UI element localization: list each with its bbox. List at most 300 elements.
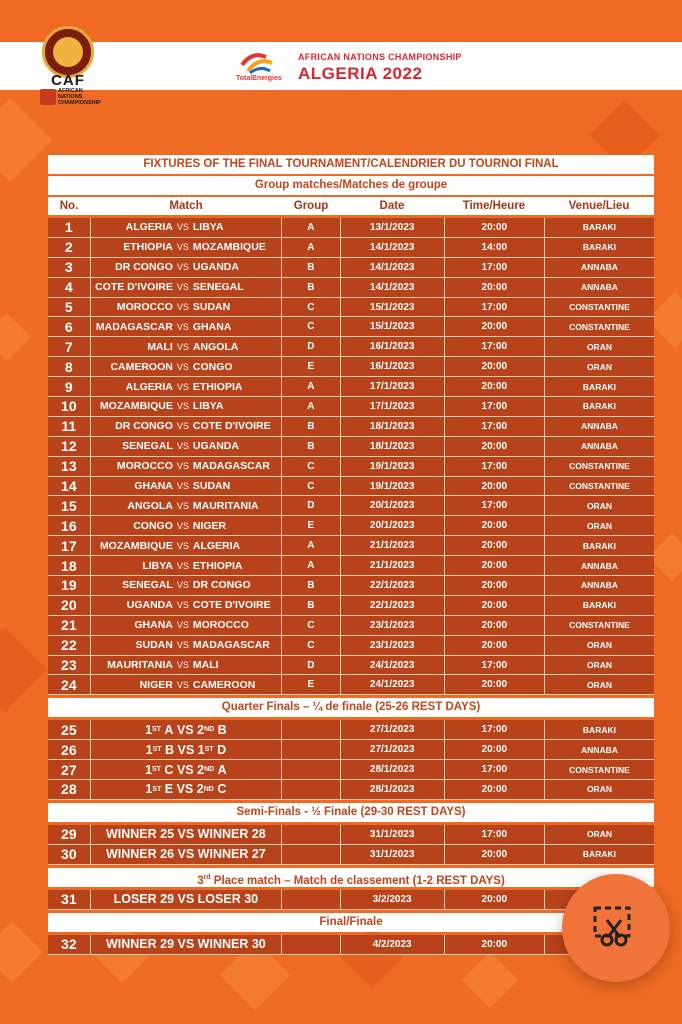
home-team: COTE D'IVOIRE (95, 281, 173, 294)
table-row (48, 516, 654, 536)
match-teams (91, 576, 282, 595)
away-team: LIBYA (192, 221, 224, 234)
vs-label: VS (176, 762, 194, 777)
table-row (48, 457, 654, 477)
rank-b: 2 (193, 782, 204, 797)
match-venue: ANNABA (581, 282, 618, 293)
match-date: 21/1/2023 (341, 556, 445, 575)
rank-b: 2 (193, 762, 205, 777)
match-date: 14/1/2023 (341, 278, 445, 297)
match-number: 16 (48, 516, 91, 535)
match-date: 23/1/2023 (341, 636, 445, 655)
match-number: 32 (48, 935, 91, 954)
away-team: GHANA (192, 320, 232, 333)
match-number: 6 (48, 317, 91, 336)
match-time: 20:00 (445, 890, 545, 909)
table-row (48, 616, 654, 636)
match-number: 18 (48, 556, 91, 575)
match-teams (91, 397, 282, 416)
match-group: C (282, 616, 341, 635)
match-group (282, 935, 341, 954)
bg-shape (0, 313, 31, 361)
vs-label: VS (176, 222, 189, 233)
home-team: SENEGAL (122, 440, 173, 453)
match-group (282, 780, 341, 799)
away-team: MAURITANIA (192, 499, 259, 512)
match-number: 17 (48, 536, 91, 555)
match-date: 19/1/2023 (341, 457, 445, 476)
vs-label: VS (176, 500, 189, 511)
match-date: 22/1/2023 (341, 576, 445, 595)
away-team: COTE D'IVOIRE (192, 420, 271, 433)
home-team: MOROCCO (116, 301, 173, 313)
match-group: D (282, 656, 341, 675)
home-team: GHANA (134, 480, 173, 493)
rank-b-suffix: ND (204, 726, 215, 734)
match-date: 15/1/2023 (341, 317, 445, 336)
match-number: 15 (48, 496, 91, 515)
match-group: A (282, 397, 341, 416)
table-row (48, 720, 654, 740)
match-time: 20:00 (445, 935, 545, 954)
match-venue: BARAKI (582, 849, 616, 860)
match-group: B (282, 596, 341, 615)
vs-label: VS (176, 302, 189, 312)
bg-shape (0, 98, 52, 183)
match-time: 17:00 (445, 417, 545, 436)
away-team: CAMEROON (192, 678, 256, 691)
table-row (48, 298, 654, 318)
vs-label: VS (176, 481, 189, 492)
match-time: 20:00 (445, 357, 545, 376)
match-teams (91, 780, 282, 799)
sponsor-name: TotalEnergies (236, 75, 282, 82)
match-time: 20:00 (445, 556, 545, 575)
group-a: E (161, 782, 177, 797)
match-venue: CONSTANTINE (569, 481, 630, 492)
match-date: 27/1/2023 (341, 720, 445, 739)
match-teams (91, 636, 282, 655)
match-venue: ANNABA (581, 441, 618, 452)
match-time: 20:00 (445, 845, 545, 864)
match-number: 25 (48, 720, 91, 739)
vs-label: VS (176, 640, 189, 651)
match-teams (91, 357, 282, 376)
table-title: FIXTURES OF THE FINAL TOURNAMENT/CALENDRIER DU TOURNOI FINAL (48, 155, 654, 174)
match-number: 21 (48, 616, 91, 635)
match-group (282, 740, 341, 759)
match-venue: ORAN (586, 679, 612, 690)
match-number: 5 (48, 298, 91, 317)
match-number: 30 (48, 845, 91, 864)
vs-label: VS (176, 461, 189, 472)
match-number: 4 (48, 278, 91, 297)
match-group: D (282, 337, 341, 356)
table-row (48, 780, 654, 800)
match-group: A (282, 536, 341, 555)
vs-label: VS (176, 361, 189, 372)
match-teams (91, 278, 282, 297)
match-number: 28 (48, 780, 91, 799)
home-team: MADAGASCAR (95, 320, 173, 333)
match-group (282, 845, 341, 864)
home-team: ETHIOPIA (123, 241, 173, 254)
third-place-rest: Place match – Match de classement (1-2 REST DAYS) (210, 874, 505, 887)
match-venue: BARAKI (582, 242, 616, 253)
group-a: A (160, 722, 177, 737)
match-date: 21/1/2023 (341, 536, 445, 555)
third-place-title (48, 868, 654, 887)
match-group: D (282, 496, 341, 515)
table-row (48, 740, 654, 760)
match-group: A (282, 218, 341, 237)
match-number: 9 (48, 377, 91, 396)
match-number: 20 (48, 596, 91, 615)
column-header-date: Date (379, 200, 405, 212)
vs-label: VS (177, 742, 195, 757)
home-team: CAMEROON (110, 360, 173, 373)
match-venue: BARAKI (582, 540, 616, 551)
table-row (48, 397, 654, 417)
match-teams: WINNER 25 VS WINNER 28 (91, 825, 282, 844)
rank-a: 1 (145, 722, 152, 737)
match-date: 17/1/2023 (341, 377, 445, 396)
match-number: 1 (48, 218, 91, 237)
match-time: 20:00 (445, 596, 545, 615)
away-team: ANGOLA (192, 340, 239, 353)
rank-b-suffix: ST (204, 746, 214, 754)
vs-label: VS (176, 600, 189, 611)
match-group (282, 760, 341, 779)
table-row (48, 477, 654, 497)
vs-label: VS (176, 722, 194, 737)
match-venue: CONSTANTINE (569, 321, 630, 332)
match-time: 17:00 (445, 298, 545, 317)
match-group (282, 720, 341, 739)
match-time: 17:00 (445, 457, 545, 476)
match-date: 27/1/2023 (341, 740, 445, 759)
match-group: C (282, 457, 341, 476)
away-team: MALI (192, 659, 219, 672)
fixtures-table (48, 155, 654, 955)
vs-label: VS (176, 441, 189, 452)
screenshot-crop-button[interactable] (562, 874, 670, 982)
table-row (48, 278, 654, 298)
match-teams (91, 238, 282, 257)
match-venue: CONSTANTINE (569, 461, 630, 472)
match-teams (91, 417, 282, 436)
away-team: NIGER (192, 519, 227, 532)
match-number: 12 (48, 437, 91, 456)
match-venue: BARAKI (582, 600, 616, 611)
third-place-rows (48, 890, 654, 910)
group-b: A (214, 762, 227, 777)
vs-label: VS (176, 421, 189, 432)
match-time: 20:00 (445, 317, 545, 336)
match-group: E (282, 516, 341, 535)
table-row (48, 596, 654, 616)
rank-b-suffix: ND (204, 766, 215, 774)
vs-label: VS (176, 540, 189, 551)
match-date: 16/1/2023 (341, 337, 445, 356)
group-a: B (161, 742, 178, 757)
vs-label: VS (176, 321, 189, 332)
caf-logo (36, 26, 100, 108)
match-date: 20/1/2023 (341, 496, 445, 515)
table-row (48, 317, 654, 337)
match-number: 19 (48, 576, 91, 595)
rank-a-suffix: ST (152, 746, 162, 754)
away-team: SUDAN (192, 301, 231, 313)
match-teams (91, 675, 282, 694)
match-date: 15/1/2023 (341, 298, 445, 317)
match-venue: ANNABA (581, 262, 618, 273)
match-time: 20:00 (445, 780, 545, 799)
match-number: 11 (48, 417, 91, 436)
table-row (48, 656, 654, 676)
rank-a: 1 (145, 742, 153, 757)
match-venue: CONSTANTINE (569, 764, 630, 775)
match-teams (91, 740, 282, 759)
column-header-time: Time/Heure (462, 200, 526, 212)
table-row (48, 636, 654, 656)
group-match-rows (48, 218, 654, 695)
match-teams: LOSER 29 VS LOSER 30 (91, 890, 282, 909)
edition-title: ALGERIA 2022 (298, 64, 423, 83)
group-a: C (160, 762, 177, 777)
bg-shape (0, 921, 43, 983)
vs-label: VS (176, 401, 189, 412)
match-venue: BARAKI (582, 724, 616, 735)
away-team: LIBYA (192, 400, 224, 413)
rank-b: 2 (193, 722, 205, 737)
match-teams (91, 496, 282, 515)
vs-label: VS (176, 242, 189, 253)
table-row (48, 437, 654, 457)
match-teams (91, 377, 282, 396)
match-time: 20:00 (445, 616, 545, 635)
match-teams (91, 457, 282, 476)
rank-a-suffix: ST (152, 766, 161, 774)
semi-finals-title: Semi-Finals - ½ Finale (29-30 REST DAYS) (48, 803, 654, 822)
table-row (48, 576, 654, 596)
away-team: CONGO (192, 360, 233, 373)
table-row (48, 556, 654, 576)
away-team: MOROCCO (192, 619, 249, 632)
match-number: 29 (48, 825, 91, 844)
match-group: A (282, 377, 341, 396)
match-date: 28/1/2023 (341, 780, 445, 799)
match-venue: ORAN (586, 829, 612, 840)
match-number: 3 (48, 258, 91, 277)
match-date: 19/1/2023 (341, 477, 445, 496)
match-date: 22/1/2023 (341, 596, 445, 615)
table-row (48, 377, 654, 397)
table-row (48, 218, 654, 238)
match-teams (91, 337, 282, 356)
column-headers (48, 197, 654, 215)
match-number: 7 (48, 337, 91, 356)
home-team: MOROCCO (116, 460, 173, 473)
home-team: ANGOLA (127, 499, 173, 512)
match-time: 17:00 (445, 337, 545, 356)
match-time: 20:00 (445, 477, 545, 496)
match-venue: BARAKI (582, 401, 616, 412)
match-group: A (282, 556, 341, 575)
away-team: MADAGASCAR (192, 639, 270, 652)
match-venue: ANNABA (581, 744, 618, 755)
vs-label: VS (176, 262, 189, 273)
home-team: SENEGAL (122, 579, 173, 592)
match-date: 23/1/2023 (341, 616, 445, 635)
match-time: 20:00 (445, 740, 545, 759)
home-team: DR CONGO (115, 261, 173, 274)
group-b: D (213, 742, 227, 757)
match-time: 20:00 (445, 516, 545, 535)
match-teams (91, 516, 282, 535)
group-b: B (214, 722, 227, 737)
away-team: MADAGASCAR (192, 460, 270, 473)
match-venue: ORAN (586, 784, 612, 795)
match-number: 24 (48, 675, 91, 694)
bg-shape (462, 952, 519, 1009)
match-group: B (282, 417, 341, 436)
home-team: LIBYA (142, 559, 173, 572)
vs-label: VS (176, 660, 189, 671)
match-group: C (282, 636, 341, 655)
match-teams (91, 536, 282, 555)
match-time: 20:00 (445, 278, 545, 297)
vs-label: VS (176, 679, 189, 690)
away-team: ETHIOPIA (192, 559, 243, 572)
match-teams (91, 258, 282, 277)
match-group: C (282, 298, 341, 317)
match-teams (91, 556, 282, 575)
match-time: 17:00 (445, 496, 545, 515)
match-number: 14 (48, 477, 91, 496)
match-group: B (282, 437, 341, 456)
table-row (48, 890, 654, 910)
match-venue: ANNABA (581, 421, 618, 432)
match-date: 31/1/2023 (341, 845, 445, 864)
match-time: 17:00 (445, 397, 545, 416)
match-teams (91, 656, 282, 675)
match-group: B (282, 258, 341, 277)
table-row (48, 238, 654, 258)
home-team: ALGERIA (125, 221, 173, 234)
semi-final-rows (48, 825, 654, 865)
home-team: MAURITANIA (107, 659, 173, 672)
match-date: 13/1/2023 (341, 218, 445, 237)
match-group: C (282, 477, 341, 496)
match-date: 17/1/2023 (341, 397, 445, 416)
match-venue: ORAN (586, 660, 612, 671)
home-team: UGANDA (126, 599, 173, 612)
home-team: MOZAMBIQUE (99, 539, 173, 552)
vs-label: VS (176, 381, 189, 392)
match-date: 24/1/2023 (341, 656, 445, 675)
column-header-venue: Venue/Lieu (568, 200, 630, 212)
table-row (48, 760, 654, 780)
match-number: 23 (48, 656, 91, 675)
match-teams (91, 616, 282, 635)
away-team: UGANDA (192, 261, 239, 274)
screenshot-crop-icon (591, 902, 641, 952)
match-time: 17:00 (445, 720, 545, 739)
home-team: ALGERIA (125, 380, 173, 393)
match-teams: WINNER 29 VS WINNER 30 (91, 935, 282, 954)
match-time: 17:00 (445, 258, 545, 277)
championship-name: AFRICAN NATIONS CHAMPIONSHIP (298, 52, 462, 62)
vs-label: VS (176, 560, 189, 571)
match-teams (91, 218, 282, 237)
match-number: 27 (48, 760, 91, 779)
match-venue: ANNABA (581, 560, 618, 571)
match-date: 16/1/2023 (341, 357, 445, 376)
match-venue: ANNABA (581, 580, 618, 591)
home-team: GHANA (134, 619, 173, 632)
match-group (282, 825, 341, 844)
away-team: COTE D'IVOIRE (192, 599, 271, 612)
match-date: 18/1/2023 (341, 417, 445, 436)
away-team: ALGERIA (192, 539, 241, 552)
match-teams (91, 596, 282, 615)
quarter-final-rows (48, 720, 654, 800)
away-team: SENEGAL (192, 281, 244, 294)
match-time: 17:00 (445, 825, 545, 844)
match-teams (91, 720, 282, 739)
match-number: 2 (48, 238, 91, 257)
table-row (48, 845, 654, 865)
table-row (48, 337, 654, 357)
column-header-group: Group (293, 200, 329, 212)
match-number: 31 (48, 890, 91, 909)
rank-b-suffix: ND (203, 785, 214, 793)
third-place-sup: rd (203, 873, 211, 881)
away-team: ETHIOPIA (192, 380, 243, 393)
match-time: 20:00 (445, 377, 545, 396)
match-time: 17:00 (445, 760, 545, 779)
match-time: 17:00 (445, 656, 545, 675)
match-teams (91, 477, 282, 496)
match-time: 20:00 (445, 536, 545, 555)
home-team: NIGER (139, 678, 173, 691)
home-team: CONGO (133, 519, 173, 532)
match-teams: WINNER 26 VS WINNER 27 (91, 845, 282, 864)
rank-a: 1 (145, 782, 153, 797)
match-time: 20:00 (445, 437, 545, 456)
rank-a: 1 (145, 762, 152, 777)
caf-logo-subtitle: AFRICAN NATIONS CHAMPIONSHIP (58, 88, 101, 106)
match-date: 3/2/2023 (341, 890, 445, 909)
rank-a-suffix: ST (152, 785, 162, 793)
match-time: 14:00 (445, 238, 545, 257)
away-team: DR CONGO (192, 579, 251, 592)
match-time: 20:00 (445, 636, 545, 655)
match-time: 20:00 (445, 218, 545, 237)
match-venue: ORAN (586, 361, 612, 372)
match-time: 20:00 (445, 576, 545, 595)
caf-logo-text: CAF (51, 72, 85, 89)
match-venue: CONSTANTINE (569, 620, 630, 631)
match-date: 14/1/2023 (341, 258, 445, 277)
match-venue: ORAN (586, 500, 612, 511)
group-stage-title: Group matches/Matches de groupe (48, 176, 654, 195)
match-number: 8 (48, 357, 91, 376)
table-row (48, 417, 654, 437)
home-team: MOZAMBIQUE (99, 400, 173, 413)
match-teams (91, 317, 282, 336)
